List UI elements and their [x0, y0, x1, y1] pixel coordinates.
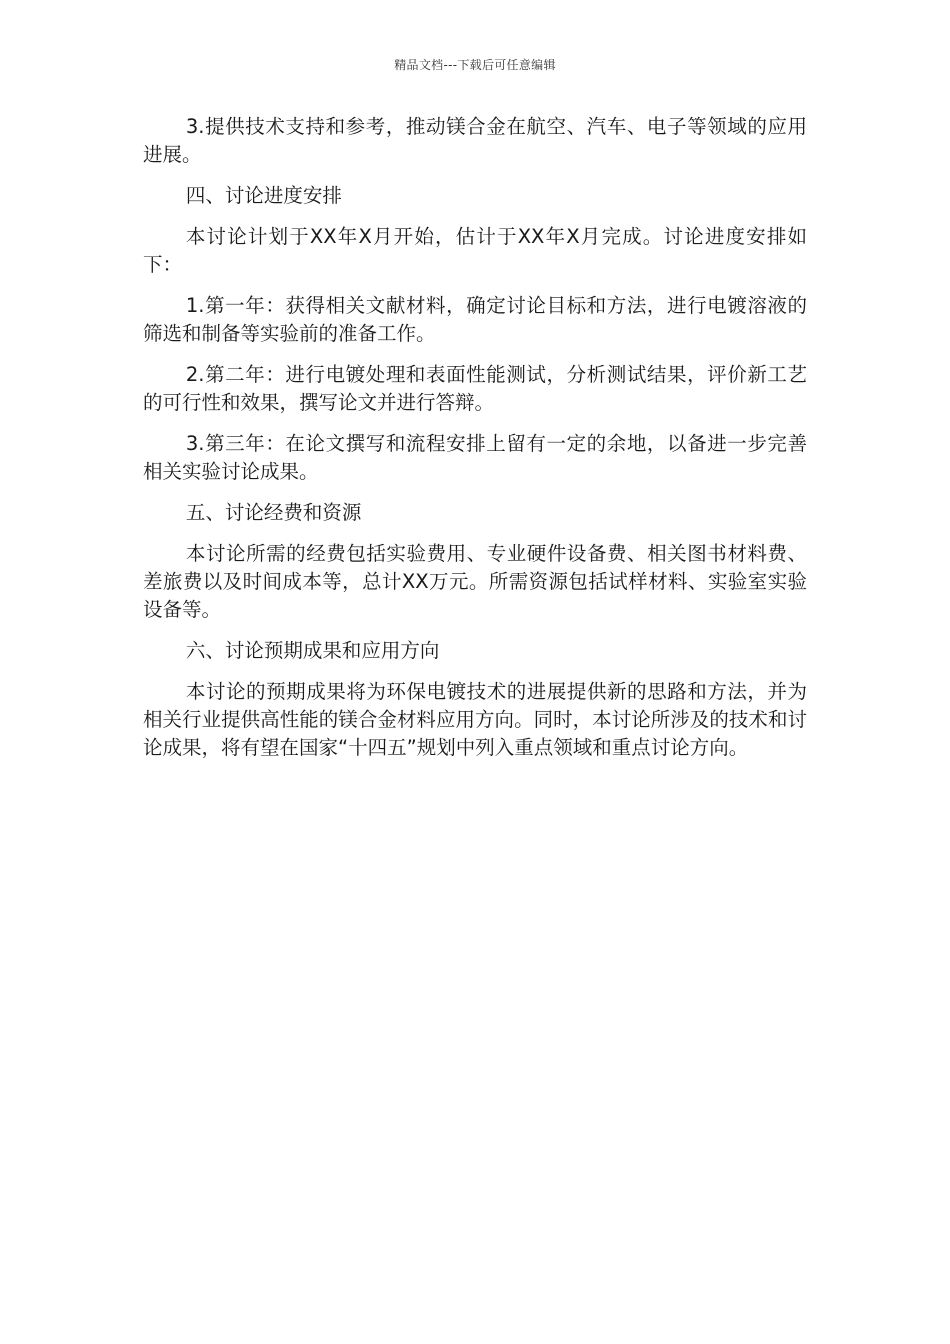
paragraph-goal-3: 3.提供技术支持和参考，推动镁合金在航空、汽车、电子等领域的应用进展。 — [143, 115, 807, 166]
paragraph-year-3: 3.第三年：在论文撰写和流程安排上留有一定的余地，以备进一步完善相关实验讨论成果。 — [143, 432, 807, 483]
paragraph-funding: 本讨论所需的经费包括实验费用、专业硬件设备费、相关图书材料费、差旅费以及时间成本等，总计XX万元。所需资源包括试样材料、实验室实验设备等。 — [143, 542, 807, 621]
section-heading-schedule: 四、讨论进度安排 — [185, 184, 342, 207]
paragraph-year-1: 1.第一年：获得相关文献材料，确定讨论目标和方法，进行电镀溶液的筛选和制备等实验前的准备工作。 — [143, 294, 807, 345]
paragraph-schedule-intro: 本讨论计划于XX年X月开始，估计于XX年X月完成。讨论进度安排如下： — [143, 225, 807, 276]
paragraph-year-2: 2.第二年：进行电镀处理和表面性能测试，分析测试结果，评价新工艺的可行性和效果，撰写论文并进行答辩。 — [143, 363, 807, 414]
section-heading-outcomes: 六、讨论预期成果和应用方向 — [185, 639, 440, 662]
document-body — [143, 113, 807, 775]
paragraph-outcomes: 本讨论的预期成果将为环保电镀技术的进展提供新的思路和方法，并为相关行业提供高性能的镁合金材料应用方向。同时，本讨论所涉及的技术和讨论成果，将有望在国家“十四五”规划中列入重点领域和重点讨论方向。 — [143, 680, 807, 759]
section-heading-funding: 五、讨论经费和资源 — [185, 501, 362, 524]
page-header: 精品文档---下载后可任意编辑 — [394, 58, 556, 72]
